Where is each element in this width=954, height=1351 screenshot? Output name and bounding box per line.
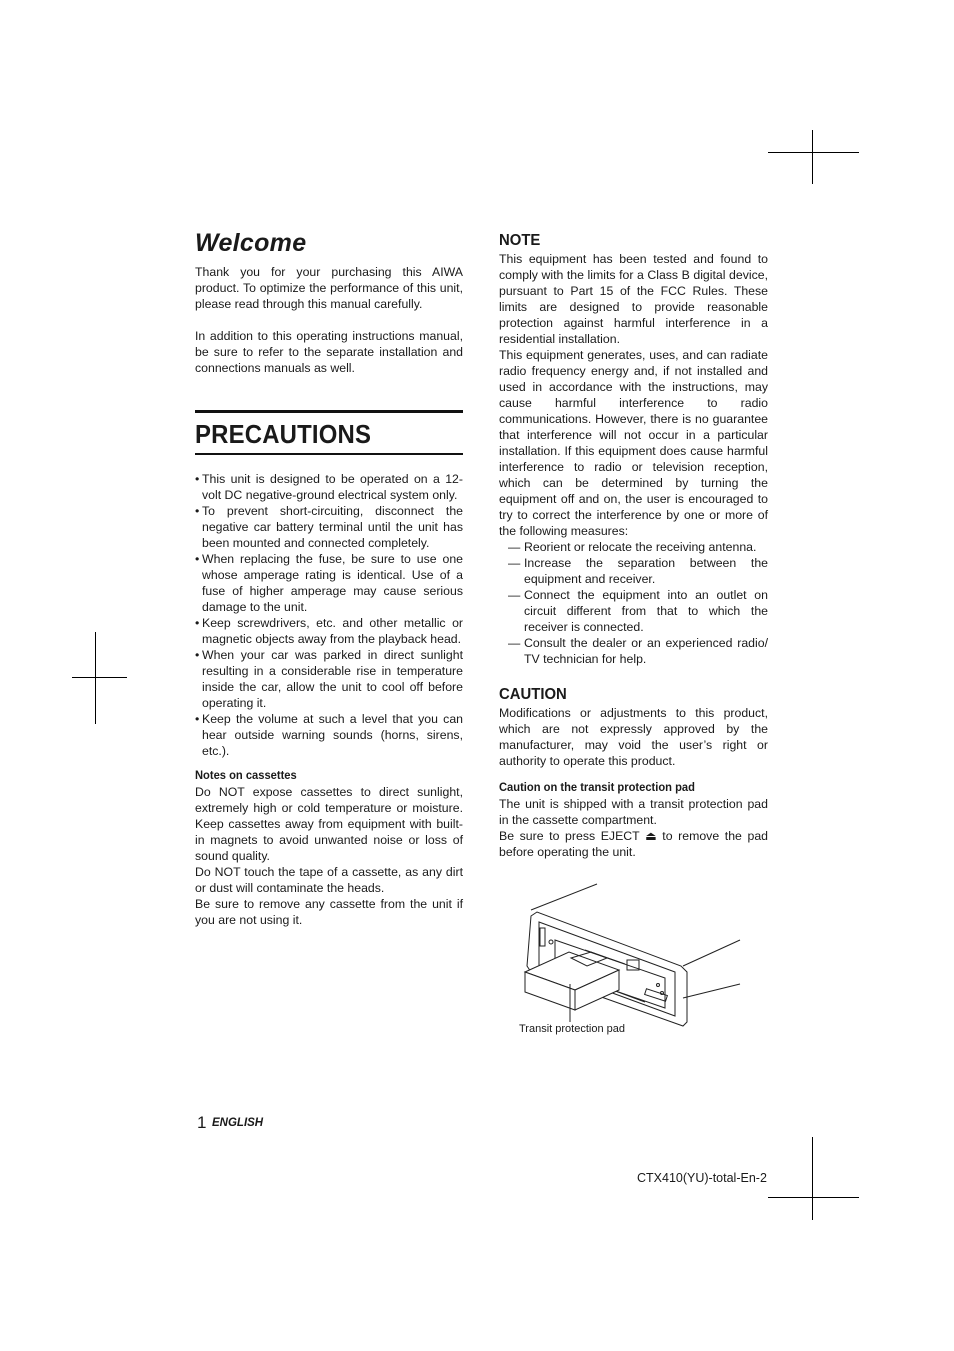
list-item: — Consult the dealer or an experienced radio/ TV technician for help. [508,635,768,667]
measures-list [499,539,768,667]
caution-title: CAUTION [499,686,567,703]
right-column [499,231,768,860]
list-item: — Reorient or relocate the receiving antenna. [508,539,768,555]
list-item: • When replacing the fuse, be sure to use one whose amperage rating is identical. Use of a fuse of higher amperage may cause serious damage to the unit. [195,551,463,615]
crop-mark [812,130,813,184]
welcome-title: Welcome [195,229,307,257]
crop-mark [72,677,127,678]
list-item: • Keep the volume at such a level that you can hear outside warning sounds (horns, sirens, etc.). [195,711,463,759]
pad-paragraph: Be sure to press EJECT ⏏ to remove the pad before operating the unit. [499,829,768,859]
precautions-title: PRECAUTIONS [195,419,372,449]
cassettes-paragraph: Do NOT expose cassettes to direct sunlight, extremely high or cold temperature or moisture. Keep cassettes away from equipment with built-in magnets to avoid unwanted noise or loss of sound quality. [195,785,463,863]
document-id: CTX410(YU)-total-En-2 [637,1171,767,1185]
list-item: — Connect the equipment into an outlet on circuit different from that to which the receiver is connected. [508,587,768,635]
note-paragraph: This equipment generates, uses, and can radiate radio frequency energy and, if not installed and used in accordance with the instructions, may cause harmful interference to radio communications. However, there is no guarantee that interference will not occur in a particular installation. If this equipment does cause harmful interference to radio or television reception, which can be determined by turning the equipment off and on, the user is encouraged to try to correct the interference by one or more of the following measures: [499,348,768,538]
left-column [195,228,463,928]
welcome-paragraph: In addition to this operating instructions manual, be sure to refer to the separate installation and connections manuals as well. [195,329,463,375]
cassettes-paragraph: Be sure to remove any cassette from the unit if you are not using it. [195,897,463,927]
note-paragraph: This equipment has been tested and found to comply with the limits for a Class B digital device, pursuant to Part 15 of the FCC Rules. These limits are designed to provide reasonable protection against harmful interference in a residential installation. [499,252,768,346]
list-item: — Increase the separation between the equipment and receiver. [508,555,768,587]
list-item: • This unit is designed to be operated on a 12-volt DC negative-ground electrical system only. [195,471,463,503]
page-number: 1 [197,1113,207,1132]
list-item: • When your car was parked in direct sunlight resulting in a considerable rise in temperature inside the car, allow the unit to cool off before operating it. [195,647,463,711]
precautions-list [195,471,463,759]
pad-heading: Caution on the transit protection pad [499,780,695,794]
caution-paragraph: Modifications or adjustments to this product, which are not expressly approved by the manufacturer, may void the user’s right or authority to operate this product. [499,706,768,768]
crop-mark [95,632,96,724]
language-label: ENGLISH [212,1117,264,1129]
cassettes-paragraph: Do NOT touch the tape of a cassette, as any dirt or dust will contaminate the heads. [195,865,463,895]
cassettes-heading: Notes on cassettes [195,768,297,782]
list-item: • Keep screwdrivers, etc. and other metallic or magnetic objects away from the playback head. [195,615,463,647]
crop-mark [768,152,859,153]
crop-mark [768,1197,859,1198]
figure-caption: Transit protection pad [519,1023,625,1035]
precautions-header [195,410,463,455]
pad-paragraph: The unit is shipped with a transit protection pad in the cassette compartment. [499,797,768,827]
list-item: • To prevent short-circuiting, disconnect the negative car battery terminal until the unit has been mounted and connected completely. [195,503,463,551]
crop-mark [812,1137,813,1220]
note-title: NOTE [499,232,541,249]
welcome-paragraph: Thank you for your purchasing this AIWA product. To optimize the performance of this unit, please read through this manual carefully. [195,265,463,311]
